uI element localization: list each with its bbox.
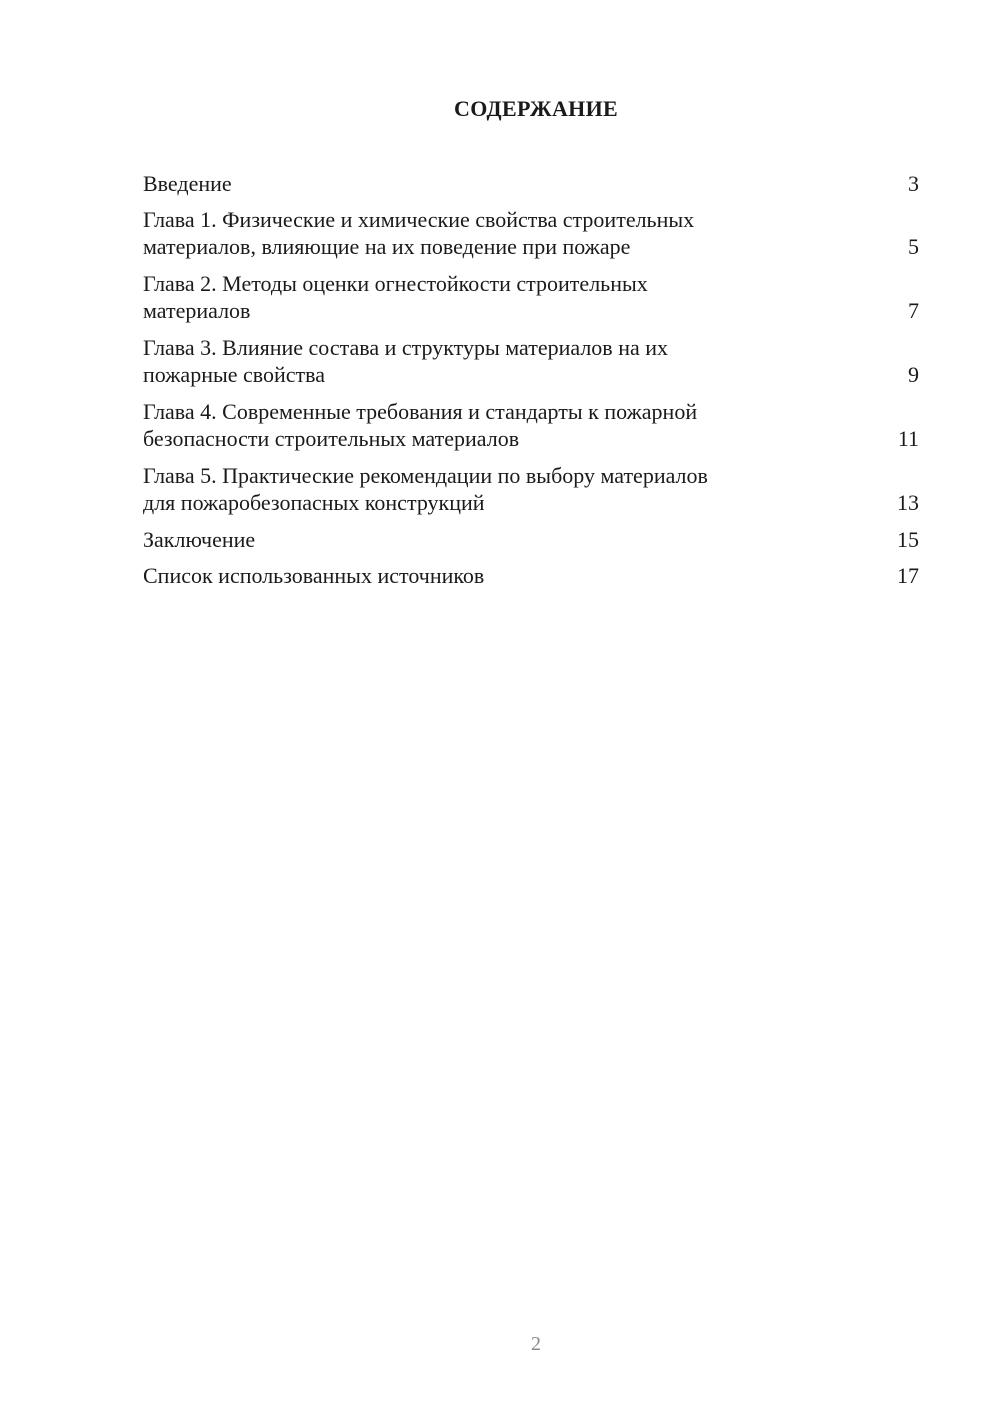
toc-entry-chapter-1 [143, 206, 919, 260]
toc-entry-line: материалов [143, 298, 251, 323]
page-title: СОДЕРЖАНИЕ [454, 96, 618, 121]
toc-entry-line: Глава 4. Современные требования и стандарты к пожарной [143, 399, 698, 424]
toc-entry-text [143, 462, 897, 516]
toc-entry-references [143, 562, 919, 589]
page-number: 2 [531, 1333, 541, 1355]
toc-entry-line: Заключение [143, 527, 256, 552]
toc-entry-chapter-2 [143, 270, 919, 324]
toc-entry-line: безопасности строительных материалов [143, 426, 520, 451]
toc-entry-chapter-5 [143, 462, 919, 516]
toc-entry-page: 13 [897, 490, 919, 515]
toc-entry-line: Глава 2. Методы оценки огнестойкости строительных [143, 271, 648, 296]
toc-entry-page: 5 [908, 234, 919, 259]
toc-entry-page: 15 [897, 527, 919, 552]
toc-entry-chapter-4 [143, 398, 919, 452]
toc-entry-line: Введение [143, 171, 232, 196]
toc-entry-line: пожарные свойства [143, 362, 326, 387]
toc-entry-text [143, 206, 908, 260]
toc-entry-text [143, 526, 897, 553]
toc-entry-text [143, 334, 908, 388]
toc-entry-text [143, 562, 897, 589]
toc-entry-line: для пожаробезопасных конструкций [143, 490, 485, 515]
toc-entry-page: 7 [908, 298, 919, 323]
toc-entry-introduction [143, 170, 919, 197]
toc-entry-page: 3 [908, 171, 919, 196]
toc-entry-line: Глава 3. Влияние состава и структуры материалов на их [143, 335, 669, 360]
toc-entry-page: 17 [897, 563, 919, 588]
toc-entry-chapter-3 [143, 334, 919, 388]
toc-entry-page: 11 [897, 426, 919, 451]
toc-entry-line: Список использованных источников [143, 563, 485, 588]
toc-entry-line: материалов, влияющие на их поведение при пожаре [143, 234, 631, 259]
table-of-contents [143, 170, 919, 598]
toc-entry-line: Глава 1. Физические и химические свойства строительных [143, 207, 695, 232]
toc-entry-line: Глава 5. Практические рекомендации по выбору материалов [143, 463, 708, 488]
toc-entry-text [143, 270, 908, 324]
toc-entry-conclusion [143, 526, 919, 553]
toc-entry-text [143, 398, 898, 452]
toc-entry-text [143, 170, 908, 197]
toc-entry-page: 9 [908, 362, 919, 387]
